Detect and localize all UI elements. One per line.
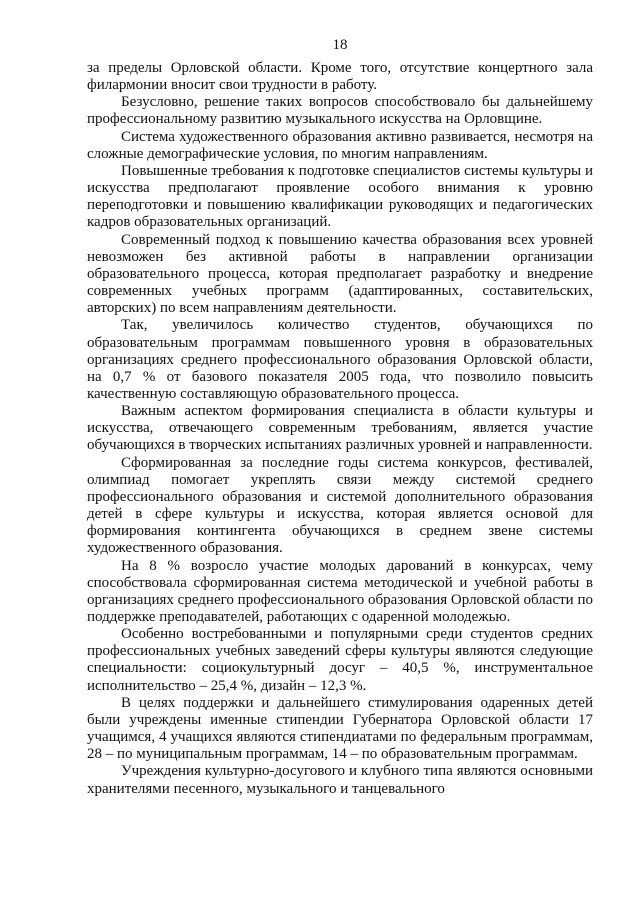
paragraph-3: Система художественного образования активно развивается, несмотря на сложные демографические условия, по многим направлениям.	[87, 128, 593, 162]
paragraph-10: Особенно востребованными и популярными среди студентов средних профессиональных учебных заведений сферы культуры являются следующие специальности: социокультурный досуг – 40,5 %, инструментальное исполнительство – 25,4 %, дизайн – 12,3 %.	[87, 626, 593, 694]
page-number: 18	[332, 37, 348, 53]
paragraph-4: Повышенные требования к подготовке специалистов системы культуры и искусства предполагают проявление особого внимания к уровню переподготовки и повышению квалификации руководящих и педагогических кадров образовательных организаций.	[87, 162, 593, 231]
paragraph-5: Современный подход к повышению качества образования всех уровней невозможен без активной работы в направлении организации образовательного процесса, которая предполагает разработку и внедрение современных учебных программ (адаптированных, составительских, авторских) по всем направлениям деятельности.	[87, 231, 593, 317]
paragraph-11: В целях поддержки и дальнейшего стимулирования одаренных детей были учреждены именные стипендии Губернатора Орловской области 17 учащимся, 4 учащихся являются стипендиатами по федеральным программам, 28 – по муниципальным программам, 14 – по образовательным программам.	[87, 694, 593, 763]
paragraph-6: Так, увеличилось количество студентов, обучающихся по образовательным программам повышенного уровня в образовательных организациях среднего профессионального образования Орловской области, на 0,7 % от базового показателя 2005 года, что позволило повысить качественную составляющую образовательного процесса.	[87, 317, 593, 402]
paragraph-1: за пределы Орловской области. Кроме того, отсутствие концертного зала филармонии вносит свои трудности в работу.	[87, 60, 593, 94]
paragraph-8: Сформированная за последние годы система конкурсов, фестивалей, олимпиад помогает укреплять связи между системой среднего профессионального образования и системой дополнительного образования детей в сфере культуры и искусства, которая является основой для формирования контингента обучающихся в среднем звене системы художественного образования.	[87, 454, 593, 557]
paragraph-9: На 8 % возросло участие молодых дарований в конкурсах, чему способствовала сформированная система методической и учебной работы в организациях среднего профессионального образования Орловской области по поддержке преподавателей, работающих с одаренной молодежью.	[87, 557, 593, 625]
paragraph-12: Учреждения культурно-досугового и клубного типа являются основными хранителями песенного, музыкального и танцевального	[87, 763, 593, 797]
paragraph-7: Важным аспектом формирования специалиста в области культуры и искусства, отвечающего современным требованиям, является участие обучающихся в творческих испытаниях различных уровней и направленности.	[87, 403, 593, 454]
paragraph-2: Безусловно, решение таких вопросов способствовало бы дальнейшему профессиональному развитию музыкального искусства на Орловщине.	[87, 94, 593, 128]
